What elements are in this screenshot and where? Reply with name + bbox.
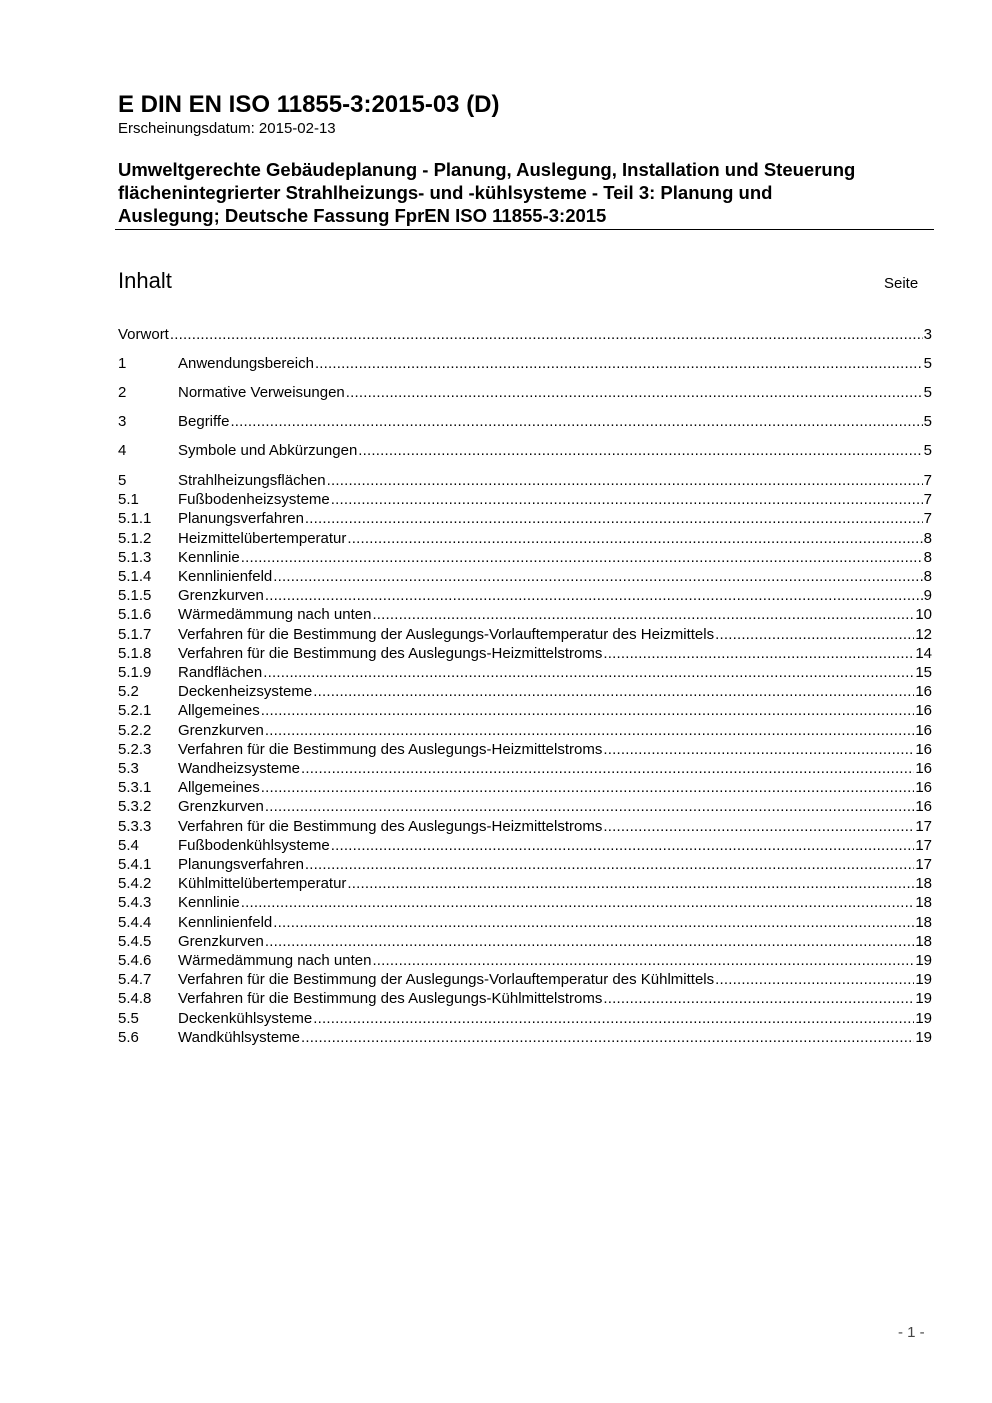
- toc-entry[interactable]: [118, 586, 932, 605]
- toc-entry-number: 5.3: [118, 760, 139, 777]
- toc-entry[interactable]: [118, 855, 932, 874]
- toc-entry-page: 19: [915, 952, 932, 969]
- toc-entry-number: 5.1.4: [118, 568, 152, 585]
- toc-entry-page: 16: [915, 721, 932, 739]
- toc-entry[interactable]: [118, 874, 932, 893]
- toc-entry-page: 17: [915, 836, 932, 854]
- publication-date: Erscheinungsdatum: 2015-02-13: [118, 120, 336, 137]
- toc-entry-page: 10: [915, 606, 932, 624]
- toc-dot-leader: [301, 1028, 914, 1047]
- toc-entry-title: Fußbodenheizsysteme: [178, 491, 330, 509]
- toc-dot-leader: [241, 893, 915, 912]
- toc-entry-page: 16: [915, 798, 932, 816]
- toc-dot-leader: [241, 548, 923, 567]
- toc-entry-page: 9: [923, 587, 932, 605]
- toc-entry[interactable]: [118, 548, 932, 567]
- toc-dot-leader: [265, 797, 914, 816]
- toc-entry-number: 5.4.7: [118, 971, 152, 989]
- toc-entry[interactable]: [118, 797, 932, 816]
- toc-entry-title: Planungsverfahren: [178, 510, 304, 528]
- subtitle-line: Umweltgerechte Gebäudeplanung - Planung, Auslegung, Installation und Steuerung: [118, 159, 856, 180]
- toc-dot-leader: [315, 354, 923, 373]
- toc-entry-title: Deckenheizsysteme: [178, 683, 313, 701]
- toc-entry-number: 1: [118, 355, 127, 372]
- toc-entry-title: Anwendungsbereich: [178, 355, 314, 372]
- toc-entry-title: Kennlinie: [178, 894, 240, 912]
- toc-entry-page: 16: [915, 740, 932, 758]
- toc-entry-page: 17: [915, 856, 932, 873]
- toc-entry-number: 5.1.7: [118, 625, 152, 643]
- toc-dot-leader: [603, 989, 914, 1008]
- toc-entry[interactable]: [118, 663, 932, 682]
- toc-dot-leader: [313, 1009, 914, 1028]
- toc-dot-leader: [715, 625, 914, 644]
- toc-entry[interactable]: [118, 817, 932, 836]
- toc-entry-number: 5.4.6: [118, 952, 152, 969]
- toc-dot-leader: [331, 836, 915, 855]
- toc-entry-number: 5.2.3: [118, 740, 152, 758]
- toc-dot-leader: [261, 778, 915, 797]
- toc-entry-page: 3: [923, 326, 932, 343]
- toc-entry-page: 8: [923, 548, 932, 566]
- toc-entry-title: Allgemeines: [178, 702, 260, 720]
- toc-entry-number: 5.4.1: [118, 856, 152, 873]
- toc-dot-leader: [273, 567, 922, 586]
- toc-entry-title: Grenzkurven: [178, 587, 264, 605]
- toc-entry-page: 17: [915, 817, 932, 835]
- toc-entry-number: 5.6: [118, 1028, 139, 1046]
- toc-entry[interactable]: [118, 951, 932, 970]
- toc-entry[interactable]: [118, 490, 932, 509]
- toc-dot-leader: [603, 817, 914, 836]
- toc-dot-leader: [265, 721, 914, 740]
- toc-heading: Inhalt: [118, 268, 172, 293]
- toc-entry-number: 5.1.8: [118, 644, 152, 662]
- toc-dot-leader: [265, 932, 914, 951]
- toc-entry[interactable]: [118, 625, 932, 644]
- toc-dot-leader: [273, 913, 914, 932]
- toc-entry-page: 19: [915, 990, 932, 1008]
- toc-entry[interactable]: [118, 1009, 932, 1028]
- toc-entry-page: 5: [923, 442, 932, 459]
- toc-entry-page: 7: [923, 510, 932, 528]
- toc-entry-page: 12: [915, 625, 932, 643]
- toc-dot-leader: [230, 412, 922, 431]
- toc-dot-leader: [372, 951, 914, 970]
- page-column-label: Seite: [884, 275, 919, 292]
- toc-dot-leader: [305, 855, 914, 874]
- toc-entry-title: Verfahren für die Bestimmung des Auslegungs-Heizmittelstroms: [178, 740, 603, 758]
- toc-entry-title: Verfahren für die Bestimmung der Auslegungs-Vorlauftemperatur des Heizmittels: [178, 625, 715, 643]
- toc-entry[interactable]: [118, 682, 932, 701]
- toc-entry[interactable]: [118, 778, 932, 797]
- toc-entry[interactable]: [118, 529, 932, 548]
- toc-entry-number: 5.2.1: [118, 702, 152, 720]
- toc-entry[interactable]: [118, 354, 932, 373]
- toc-entry-page: 19: [915, 1009, 932, 1027]
- toc-entry-page: 16: [915, 760, 932, 777]
- document-title: E DIN EN ISO 11855-3:2015-03 (D): [118, 91, 500, 118]
- toc-entry-title: Symbole und Abkürzungen: [178, 442, 358, 459]
- toc-entry-title: Strahlheizungsflächen: [178, 472, 326, 489]
- toc-entry[interactable]: [118, 325, 932, 344]
- toc-entry-page: 18: [915, 875, 932, 893]
- toc-entry-page: 16: [915, 702, 932, 720]
- toc-entry-page: 14: [915, 644, 932, 662]
- table-of-contents: [118, 0, 932, 1403]
- toc-entry[interactable]: [118, 383, 932, 402]
- toc-entry-number: 5.4.4: [118, 913, 152, 931]
- toc-dot-leader: [170, 325, 923, 344]
- toc-entry-title: Normative Verweisungen: [178, 384, 345, 401]
- toc-entry[interactable]: [118, 893, 932, 912]
- footer-page-number: - 1 -: [898, 1324, 925, 1341]
- toc-entry[interactable]: [118, 412, 932, 431]
- toc-dot-leader: [327, 471, 923, 490]
- subtitle-line: flächenintegrierter Strahlheizungs- und -kühlsysteme - Teil 3: Planung und: [118, 182, 773, 203]
- toc-entry-title: Heizmittelübertemperatur: [178, 529, 347, 547]
- toc-entry-title: Verfahren für die Bestimmung der Auslegungs-Vorlauftemperatur des Kühlmittels: [178, 971, 715, 989]
- toc-entry-title: Verfahren für die Bestimmung des Auslegungs-Heizmittelstroms: [178, 644, 603, 662]
- toc-entry[interactable]: [118, 836, 932, 855]
- toc-dot-leader: [305, 509, 923, 528]
- toc-entry-page: 18: [915, 913, 932, 931]
- toc-entry-title: Grenzkurven: [178, 932, 264, 950]
- toc-entry-page: 19: [915, 971, 932, 989]
- toc-entry-title: Verfahren für die Bestimmung des Auslegungs-Kühlmittelstroms: [178, 990, 603, 1008]
- toc-entry[interactable]: [118, 471, 932, 490]
- toc-entry-title: Kennlinie: [178, 548, 240, 566]
- toc-entry-number: 5.3.3: [118, 817, 152, 835]
- toc-dot-leader: [347, 874, 914, 893]
- toc-entry-number: 4: [118, 442, 127, 459]
- toc-entry-title: Grenzkurven: [178, 721, 264, 739]
- toc-entry-number: 5.3.1: [118, 779, 152, 797]
- toc-entry-title: Deckenkühlsysteme: [178, 1009, 313, 1027]
- toc-dot-leader: [603, 644, 914, 663]
- toc-entry-number: 5.4: [118, 836, 139, 854]
- toc-entry[interactable]: [118, 759, 932, 778]
- toc-dot-leader: [347, 529, 922, 548]
- toc-entry-title: Verfahren für die Bestimmung des Auslegungs-Heizmittelstroms: [178, 817, 603, 835]
- toc-entry-title: Kühlmittelübertemperatur: [178, 875, 347, 893]
- toc-dot-leader: [603, 740, 914, 759]
- toc-entry-number: 5.1: [118, 491, 139, 509]
- toc-dot-leader: [372, 605, 914, 624]
- toc-entry-page: 7: [923, 491, 932, 509]
- toc-dot-leader: [313, 682, 914, 701]
- toc-entry-number: 5.4.3: [118, 894, 152, 912]
- toc-entry-title: Begriffe: [178, 413, 230, 430]
- toc-entry-page: 8: [923, 568, 932, 585]
- toc-entry-number: 5.1.1: [118, 510, 152, 528]
- toc-entry-number: 5.2: [118, 683, 139, 701]
- toc-dot-leader: [715, 970, 914, 989]
- toc-entry-number: 5.4.8: [118, 990, 152, 1008]
- toc-entry-title: Wärmedämmung nach unten: [178, 606, 372, 624]
- toc-entry-title: Planungsverfahren: [178, 856, 304, 873]
- toc-entry-number: 5.1.2: [118, 529, 152, 547]
- toc-entry-number: 5.1.6: [118, 606, 152, 624]
- toc-entry-page: 5: [923, 384, 932, 401]
- toc-dot-leader: [265, 586, 923, 605]
- toc-entry-title: Wärmedämmung nach unten: [178, 952, 372, 969]
- toc-entry-title: Wandkühlsysteme: [178, 1028, 300, 1046]
- toc-entry-number: 5.1.3: [118, 548, 152, 566]
- toc-entry-number: 5: [118, 472, 127, 489]
- toc-entry-title: Kennlinienfeld: [178, 568, 273, 585]
- toc-entry[interactable]: [118, 605, 932, 624]
- toc-entry-page: 18: [915, 894, 932, 912]
- toc-entry-title: Vorwort: [118, 326, 169, 343]
- toc-entry-number: 2: [118, 384, 127, 401]
- toc-entry-page: 16: [915, 779, 932, 797]
- toc-entry-page: 15: [915, 664, 932, 681]
- toc-dot-leader: [261, 701, 915, 720]
- toc-entry-number: 5.4.2: [118, 875, 152, 893]
- toc-dot-leader: [301, 759, 914, 778]
- toc-entry[interactable]: [118, 932, 932, 951]
- toc-entry-page: 5: [923, 413, 932, 430]
- toc-entry-number: 5.5: [118, 1009, 139, 1027]
- toc-entry-page: 7: [923, 472, 932, 489]
- toc-entry-number: 5.3.2: [118, 798, 152, 816]
- toc-entry-page: 5: [923, 355, 932, 372]
- toc-entry-title: Fußbodenkühlsysteme: [178, 836, 330, 854]
- toc-entry[interactable]: [118, 1028, 932, 1047]
- toc-entry-page: 18: [915, 932, 932, 950]
- toc-entry-title: Kennlinienfeld: [178, 913, 273, 931]
- toc-entry-number: 3: [118, 413, 127, 430]
- toc-entry-number: 5.1.9: [118, 664, 152, 681]
- toc-entry[interactable]: [118, 644, 932, 663]
- toc-entry-title: Grenzkurven: [178, 798, 264, 816]
- toc-entry-page: 16: [915, 683, 932, 701]
- toc-entry-title: Randflächen: [178, 664, 263, 681]
- toc-entry[interactable]: [118, 970, 932, 989]
- toc-entry-title: Allgemeines: [178, 779, 260, 797]
- toc-entry[interactable]: [118, 567, 932, 586]
- toc-entry-number: 5.4.5: [118, 932, 152, 950]
- toc-dot-leader: [331, 490, 923, 509]
- toc-entry[interactable]: [118, 913, 932, 932]
- toc-entry-number: 5.2.2: [118, 721, 152, 739]
- toc-dot-leader: [358, 441, 922, 460]
- toc-entry[interactable]: [118, 740, 932, 759]
- toc-entry-title: Wandheizsysteme: [178, 760, 300, 777]
- toc-entry-number: 5.1.5: [118, 587, 152, 605]
- toc-entry[interactable]: [118, 721, 932, 740]
- toc-entry-page: 8: [923, 529, 932, 547]
- subtitle-line: Auslegung; Deutsche Fassung FprEN ISO 11855-3:2015: [118, 205, 607, 226]
- toc-entry[interactable]: [118, 509, 932, 528]
- toc-dot-leader: [263, 663, 914, 682]
- toc-entry[interactable]: [118, 701, 932, 720]
- toc-entry[interactable]: [118, 989, 932, 1008]
- toc-dot-leader: [346, 383, 923, 402]
- toc-entry-page: 19: [915, 1028, 932, 1046]
- toc-entry[interactable]: [118, 441, 932, 460]
